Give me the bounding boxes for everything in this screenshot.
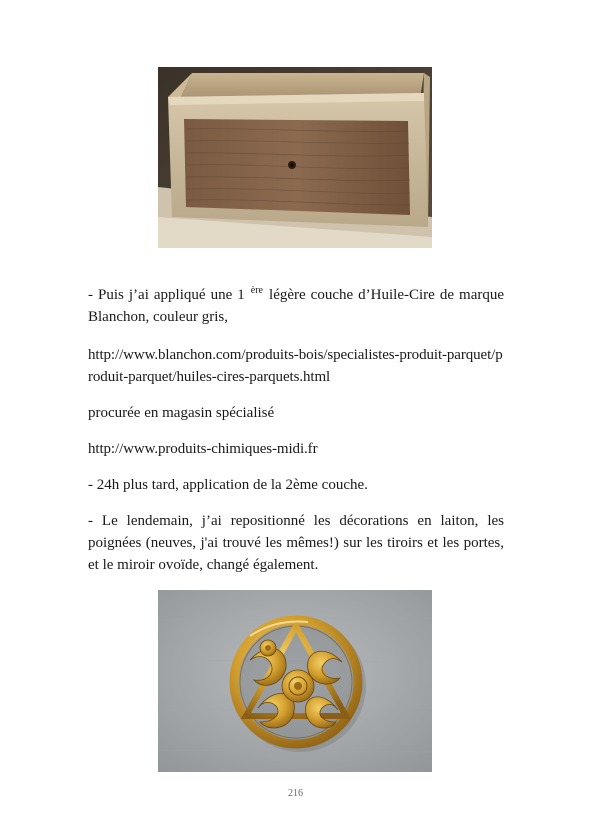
paragraph-second-coat: - 24h plus tard, application de la 2ème couche. [88,477,368,493]
drawer-photo-image [158,67,432,248]
drawer-photo [158,67,432,248]
chemicals-url: http://www.produits-chimiques-midi.fr [88,441,318,457]
paragraph-oil-wax-start: - Puis j’ai appliqué une 1 [88,287,250,303]
brass-photo [158,590,432,772]
page-number: 216 [288,788,303,799]
blanchon-url: http://www.blanchon.com/produits-bois/specialistes-produit-parquet/produit-parquet/huiles-cires-parquets.html [88,347,503,385]
paragraph-oil-wax-end: légère couche d’Huile-Cire de marque Blanchon, couleur gris, [88,287,504,325]
paragraph-next-day: - Le lendemain, j’ai repositionné les décorations en laiton, les poignées (neuves, j'ai trouvé les mêmes!) sur les tiroirs et les portes, et le miroir ovoïde, changé également. [88,513,504,573]
ordinal-superscript: ère [250,285,263,296]
paragraph-oil-wax [88,284,504,328]
paragraph-store: procurée en magasin spécialisé [88,405,275,421]
brass-photo-image [158,590,432,772]
